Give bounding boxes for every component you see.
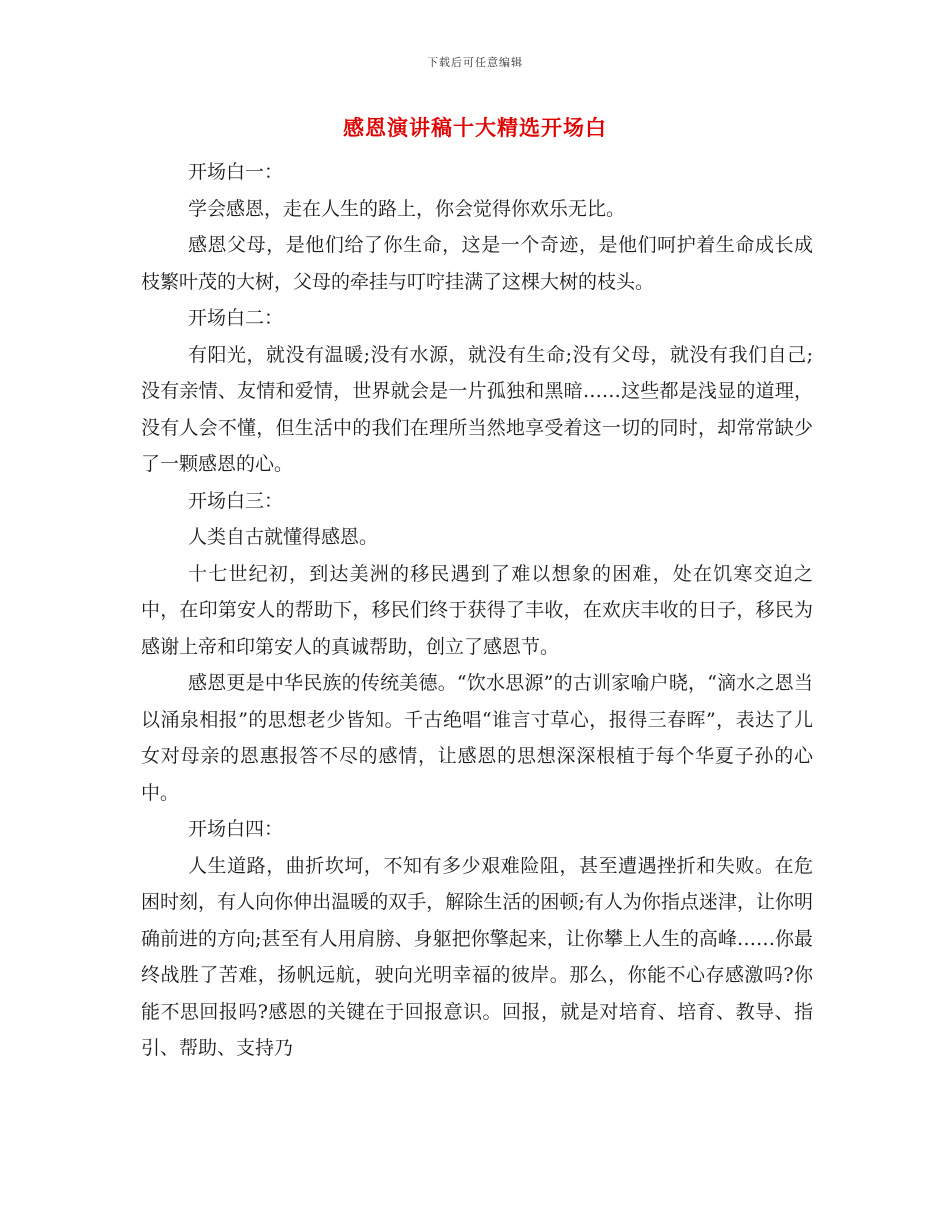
section-label-2: 开场白二： xyxy=(188,307,284,329)
page-header: 下载后可任意编辑 xyxy=(427,56,523,69)
paragraph: 十七世纪初，到达美洲的移民遇到了难以想象的困难，处在饥寒交迫之中，在印第安人的帮助下，移民们终于获得了丰收，在欢庆丰收的日子，移民为感谢上帝和印第安人的真诚帮助，创立了感恩节。 xyxy=(141,562,813,658)
paragraph: 有阳光，就没有温暖;没有水源，就没有生命;没有父母，就没有我们自己;没有亲情、友情和爱情，世界就会是一片孤独和黑暗……这些都是浅显的道理，没有人会不懂，但生活中的我们在理所当然地享受着这一切的同时，却常常缺少了一颗感恩的心。 xyxy=(141,343,813,475)
section-label-1: 开场白一： xyxy=(188,161,284,183)
section-label-3: 开场白三： xyxy=(188,489,284,512)
document-title: 感恩演讲稿十大精选开场白 xyxy=(343,115,607,140)
paragraph: 人类自古就懂得感恩。 xyxy=(188,526,379,548)
paragraph: 感恩更是中华民族的传统美德。“饮水思源”的古训家喻户晓，“滴水之恩当以涌泉相报”的思想老少皆知。千古绝唱“谁言寸草心，报得三春晖”，表达了儿女对母亲的恩惠报答不尽的感情，让感恩的思想深深根植于每个华夏子孙的心中。 xyxy=(141,672,813,804)
document-body xyxy=(141,154,813,1067)
section-label-4: 开场白四： xyxy=(188,818,284,840)
paragraph: 学会感恩，走在人生的路上，你会觉得你欢乐无比。 xyxy=(188,197,626,220)
paragraph: 感恩父母，是他们给了你生命，这是一个奇迹，是他们呵护着生命成长成枝繁叶茂的大树，父母的牵挂与叮咛挂满了这棵大树的枝头。 xyxy=(141,234,813,293)
paragraph: 人生道路，曲折坎坷，不知有多少艰难险阻，甚至遭遇挫折和失败。在危困时刻，有人向你伸出温暖的双手，解除生活的困顿;有人为你指点迷津，让你明确前进的方向;甚至有人用肩膀、身躯把你擎起来，让你攀上人生的高峰……你最终战胜了苦难，扬帆远航，驶向光明幸福的彼岸。那么，你能不心存感激吗?你能不思回报吗?感恩的关键在于回报意识。回报，就是对培育、培育、教导、指引、帮助、支持乃 xyxy=(141,854,813,1059)
